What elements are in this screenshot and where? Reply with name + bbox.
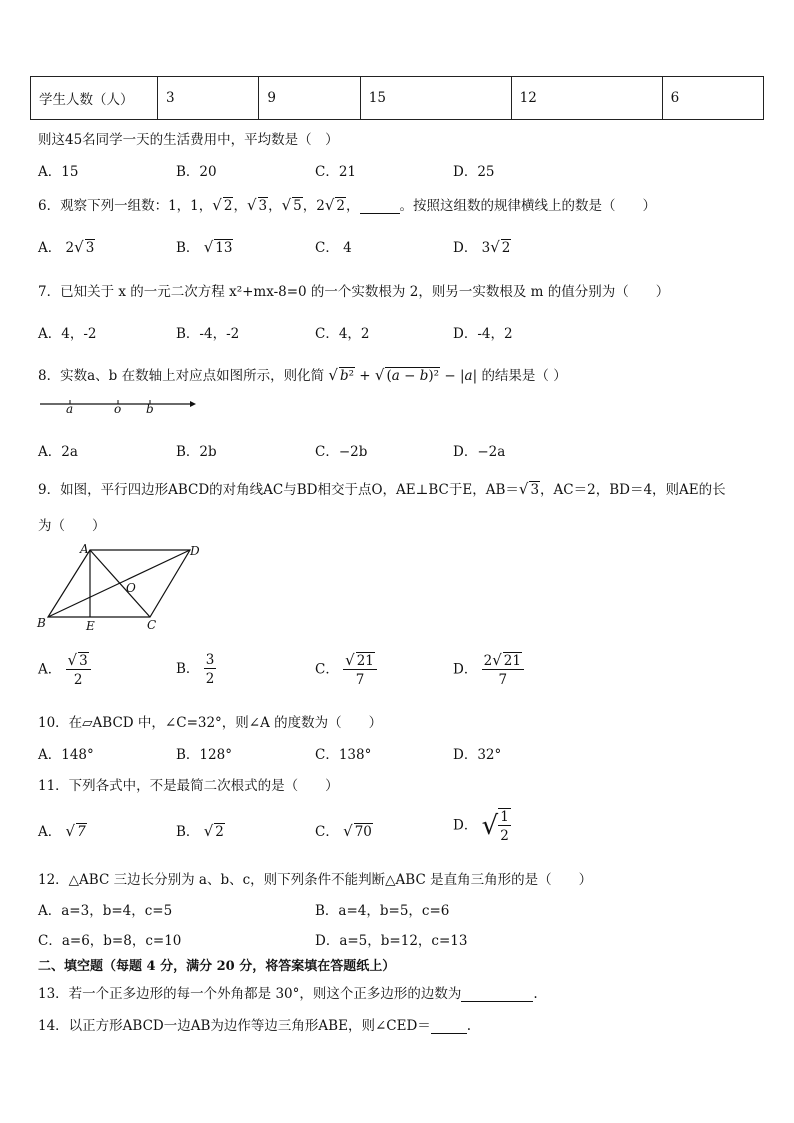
q11-stem: 11．下列各式中，不是最简二次根式的是（ ） bbox=[38, 778, 339, 794]
q10-option-c[interactable]: C．138° bbox=[315, 747, 372, 763]
point-label-d: D bbox=[190, 544, 200, 558]
axis-label-o: o bbox=[114, 402, 122, 416]
q5-option-c[interactable]: C．21 bbox=[315, 164, 357, 180]
q7-stem: 7．已知关于 x 的一元二次方程 x²+mx-8=0 的一个实数根为 2，则另一实数根及 m 的值分别为（ ） bbox=[38, 284, 670, 300]
q6-stem: 6．观察下列一组数：1，1，√ 2，√ 3，√ 5，2√ 2， 。按照这组数的规律横线上的数是（ ） bbox=[38, 196, 656, 214]
q14-answer-blank[interactable] bbox=[431, 1033, 467, 1034]
q8-option-a[interactable]: A．2a bbox=[38, 444, 78, 460]
q14-stem: 14．以正方形ABCD一边AB为边作等边三角形ABE，则∠CED＝ . bbox=[38, 1018, 472, 1034]
q5-option-d[interactable]: D．25 bbox=[453, 164, 495, 180]
q6-option-b[interactable]: B． √ 13 bbox=[176, 238, 233, 256]
point-label-e: E bbox=[86, 619, 95, 633]
q11-option-a[interactable]: A． √ 7 bbox=[38, 822, 86, 840]
q6-answer-blank bbox=[360, 213, 400, 214]
q8-option-c[interactable]: C．−2b bbox=[315, 444, 368, 460]
table-cell: 12 bbox=[511, 77, 662, 120]
q5-option-b[interactable]: B．20 bbox=[176, 164, 217, 180]
q7-option-b[interactable]: B．-4，-2 bbox=[176, 326, 240, 342]
q6-option-c[interactable]: C． 4 bbox=[315, 240, 352, 256]
q6-option-d[interactable]: D． 3√ 2 bbox=[453, 238, 511, 256]
table-row-label: 学生人数（人） bbox=[31, 77, 158, 120]
q5-option-a[interactable]: A．15 bbox=[38, 164, 79, 180]
q8-option-d[interactable]: D．−2a bbox=[453, 444, 506, 460]
table-cell: 15 bbox=[360, 77, 511, 120]
q11-option-d[interactable]: D． √ $\frac{1}{2}$ bbox=[453, 809, 509, 844]
point-label-o: O bbox=[126, 581, 136, 595]
q13-answer-blank[interactable] bbox=[461, 1001, 533, 1002]
q12-option-b[interactable]: B．a=4，b=5，c=6 bbox=[315, 903, 450, 919]
axis-label-b: b bbox=[146, 402, 154, 416]
q12-option-a[interactable]: A．a=3，b=4，c=5 bbox=[38, 903, 173, 919]
q8-stem: 8．实数a、b 在数轴上对应点如图所示，则化简 √ b² + √ (a − b)² − |a| 的结果是（ ） bbox=[38, 366, 567, 384]
q9-option-a[interactable]: A． $\frac{√ 3}{2}$ bbox=[38, 652, 91, 688]
q11-option-b[interactable]: B． √ 2 bbox=[176, 822, 224, 840]
q5-stem: 则这45名同学一天的生活费用中，平均数是（ ） bbox=[38, 132, 339, 148]
table-row bbox=[31, 77, 764, 120]
q12-option-d[interactable]: D．a=5，b=12，c=13 bbox=[315, 933, 468, 949]
q10-stem: 10．在▱ABCD 中，∠C=32°，则∠A 的度数为（ ） bbox=[38, 715, 383, 731]
q10-option-b[interactable]: B．128° bbox=[176, 747, 232, 763]
q12-option-c[interactable]: C．a=6，b=8，c=10 bbox=[38, 933, 182, 949]
table-cell: 3 bbox=[158, 77, 259, 120]
q6-option-a[interactable]: A． 2√ 3 bbox=[38, 238, 95, 256]
q10-option-a[interactable]: A．148° bbox=[38, 747, 94, 763]
q7-option-d[interactable]: D．-4，2 bbox=[453, 326, 513, 342]
q7-option-c[interactable]: C．4，2 bbox=[315, 326, 370, 342]
section-heading: 二、填空题（每题 4 分，满分 20 分，将答案填在答题纸上） bbox=[38, 959, 396, 974]
q10-option-d[interactable]: D．32° bbox=[453, 747, 502, 763]
q7-option-a[interactable]: A．4，-2 bbox=[38, 326, 97, 342]
q9-option-b[interactable]: B． $\frac{3}{2}$ bbox=[176, 652, 215, 687]
table-cell: 9 bbox=[259, 77, 360, 120]
point-label-b: B bbox=[37, 616, 46, 630]
table-cell: 6 bbox=[662, 77, 763, 120]
q8-option-b[interactable]: B．2b bbox=[176, 444, 217, 460]
q9-stem-cont: 为（ ） bbox=[38, 518, 106, 534]
q9-option-c[interactable]: C． $\frac{√ 21}{7}$ bbox=[315, 652, 377, 688]
q13-stem: 13．若一个正多边形的每一个外角都是 30°，则这个正多边形的边数为 . bbox=[38, 986, 538, 1002]
q12-stem: 12．△ABC 三边长分别为 a、b、c，则下列条件不能判断△ABC 是直角三角形的是（ ） bbox=[38, 872, 593, 888]
q9-option-d[interactable]: D． $\frac{2√ 21}{7}$ bbox=[453, 652, 524, 688]
parallelogram-figure bbox=[40, 545, 210, 635]
q9-stem: 9．如图，平行四边形ABCD的对角线AC与BD相交于点O，AE⊥BC于E，AB＝√ 3，AC＝2，BD＝4，则AE的长 bbox=[38, 480, 726, 498]
point-label-a: A bbox=[80, 542, 89, 556]
point-label-c: C bbox=[147, 618, 157, 632]
student-count-table bbox=[30, 76, 764, 120]
q11-option-c[interactable]: C． √ 70 bbox=[315, 822, 372, 840]
axis-label-a: a bbox=[66, 402, 74, 416]
